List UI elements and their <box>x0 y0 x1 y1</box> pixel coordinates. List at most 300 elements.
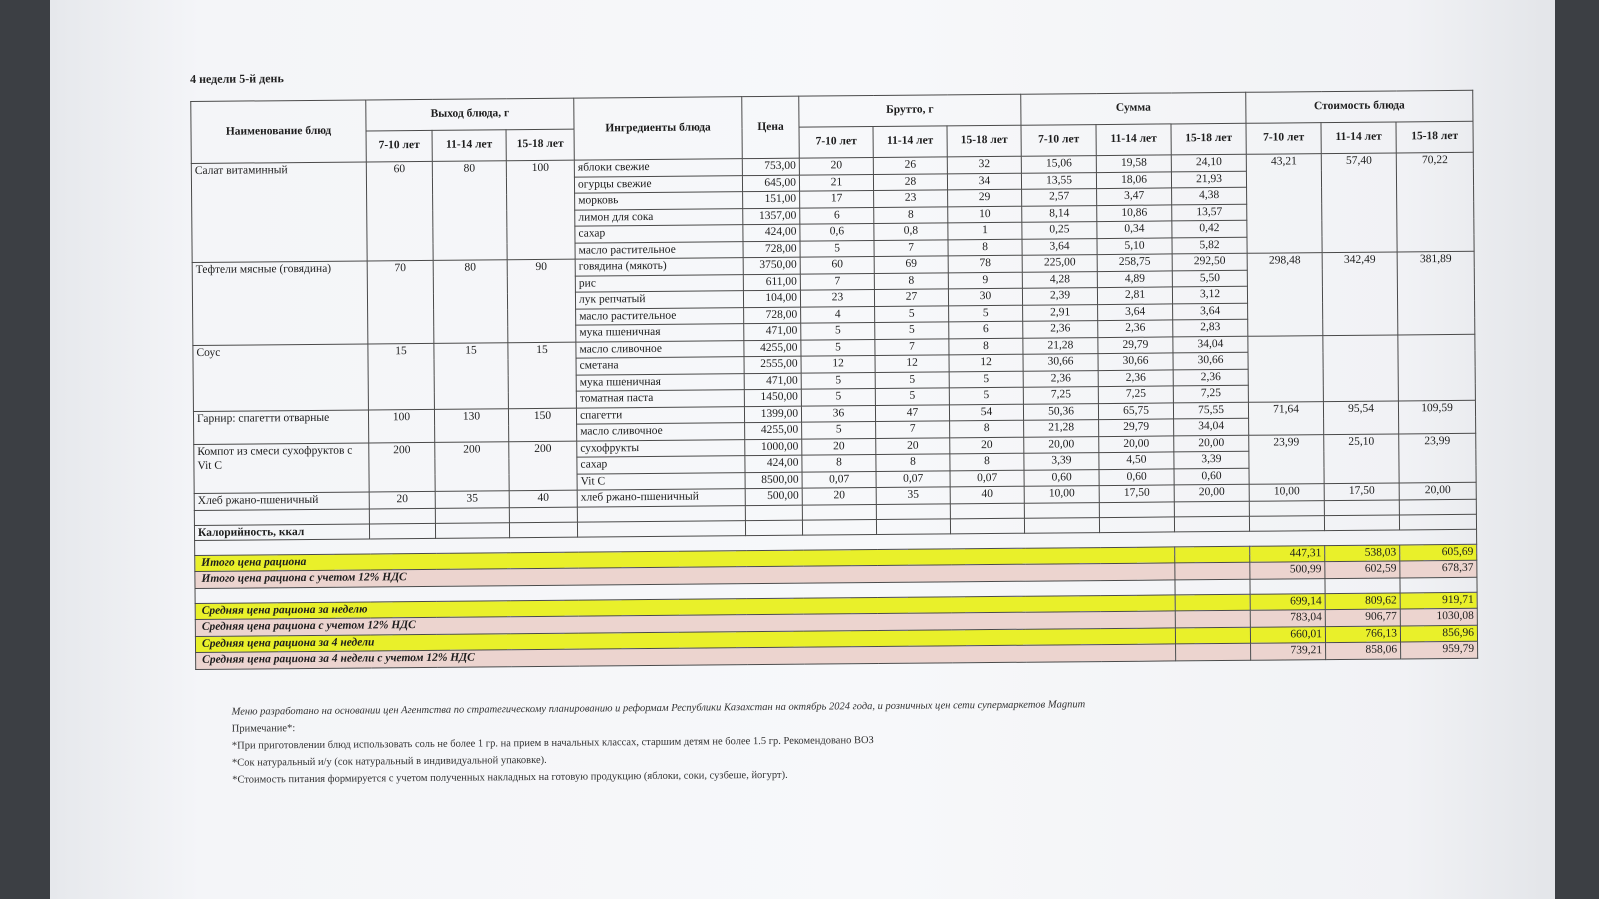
ingredient-sum: 65,75 <box>1098 402 1173 419</box>
ingredient-sum: 50,36 <box>1023 403 1098 420</box>
ingredient-price: 611,00 <box>743 274 800 291</box>
ingredient-price: 1000,00 <box>745 439 802 456</box>
document-sheet <box>50 0 1555 899</box>
ingredient-brutto: 20 <box>876 437 950 454</box>
ingredient-sum: 10,86 <box>1097 204 1172 221</box>
ingredient-brutto: 20 <box>802 438 876 455</box>
ingredient-name: мука пшеничная <box>576 373 744 391</box>
ingredient-sum: 30,66 <box>1098 353 1173 370</box>
header-sum: Сумма <box>1021 92 1246 125</box>
dish-cost: 23,99 <box>1399 433 1476 483</box>
ingredient-name: лук репчатый <box>575 291 743 309</box>
empty-cell <box>509 522 577 538</box>
ingredient-sum: 3,12 <box>1172 286 1247 303</box>
dish-output: 80 <box>432 161 507 261</box>
header-age-brutto: 7-10 лет <box>799 127 873 159</box>
ingredient-brutto: 47 <box>875 404 949 421</box>
ingredient-sum: 5,82 <box>1172 237 1247 254</box>
ingredient-price: 753,00 <box>742 158 799 175</box>
ingredient-sum: 2,36 <box>1173 369 1248 386</box>
empty-cell <box>369 508 435 524</box>
ingredient-name: томатная паста <box>576 390 744 408</box>
ingredient-name: сметана <box>576 357 744 375</box>
ingredient-brutto: 7 <box>876 421 950 438</box>
ingredient-brutto: 20 <box>950 437 1024 454</box>
total-value: 906,77 <box>1325 609 1400 626</box>
header-age-sum: 11-14 лет <box>1096 124 1171 156</box>
header-dish-name: Наименование блюд <box>191 100 367 164</box>
ingredient-sum: 4,50 <box>1099 452 1174 469</box>
header-age-sum: 15-18 лет <box>1171 123 1246 155</box>
dish-cost: 71,64 <box>1248 401 1323 435</box>
header-age-brutto: 11-14 лет <box>873 126 947 158</box>
ingredient-brutto: 8 <box>876 454 950 471</box>
ingredient-name: масло растительное <box>576 307 744 325</box>
total-label: Средняя цена рациона с учетом 12% НДС <box>195 611 1175 636</box>
empty-cell <box>745 520 802 535</box>
total-value: 766,13 <box>1325 625 1400 642</box>
ingredient-price: 424,00 <box>745 455 802 472</box>
ingredient-name: рис <box>575 274 743 292</box>
header-age-cost: 7-10 лет <box>1246 123 1321 155</box>
empty-cell <box>1175 562 1250 579</box>
ingredient-sum: 0,60 <box>1099 468 1174 485</box>
empty-cell <box>876 518 950 534</box>
empty-cell <box>1399 499 1476 515</box>
dish-cost: 70,22 <box>1396 152 1474 252</box>
empty-cell <box>950 503 1024 519</box>
empty-cell <box>1176 643 1251 660</box>
total-value: 660,01 <box>1250 626 1325 643</box>
total-value: 538,03 <box>1325 544 1400 561</box>
table-body <box>191 152 1477 669</box>
dish-cost: 43,21 <box>1246 154 1322 254</box>
ingredient-sum: 3,64 <box>1022 238 1097 255</box>
total-value: 858,06 <box>1326 642 1401 659</box>
ingredient-brutto: 8 <box>950 420 1024 437</box>
ingredient-brutto: 5 <box>801 389 875 406</box>
ingredient-sum: 4,89 <box>1097 270 1172 287</box>
ingredient-sum: 21,28 <box>1024 420 1099 437</box>
total-value: 809,62 <box>1325 592 1400 609</box>
ingredient-brutto: 23 <box>874 190 948 207</box>
dish-name: Компот из смеси сухофруктов с Vit C <box>194 442 369 493</box>
ingredient-sum: 20,00 <box>1174 484 1249 501</box>
ingredient-price: 424,00 <box>743 224 800 241</box>
empty-cell <box>1175 546 1250 563</box>
ingredient-price: 471,00 <box>744 323 801 340</box>
ingredient-name: яблоки свежие <box>574 159 742 177</box>
dish-output: 200 <box>369 442 435 492</box>
dish-output: 15 <box>434 342 509 409</box>
ingredient-price: 3750,00 <box>743 257 800 274</box>
ingredient-sum: 34,04 <box>1173 336 1248 353</box>
ingredient-sum: 2,83 <box>1173 319 1248 336</box>
notes-source: Меню разработано на основании цен Агентства по стратегическому планированию и реформам Республики Казахстан на октябрь 2024 года, и розничных цен сети супермаркетов Magnum <box>231 698 1086 718</box>
ingredient-brutto: 9 <box>948 272 1022 289</box>
note-item: *Стоимость питания формируется с учетом полученных накладных на готовую продукцию (яблоки, соки, сузбеше, йогурт). <box>232 769 788 786</box>
ingredient-brutto: 5 <box>801 323 875 340</box>
ingredient-name: сахар <box>575 225 743 243</box>
empty-cell <box>745 505 802 520</box>
ingredient-sum: 29,79 <box>1099 419 1174 436</box>
empty-cell <box>876 503 950 519</box>
dish-name: Гарнир: спагетти отварные <box>193 409 368 444</box>
header-output: Выход блюда, г <box>366 98 574 131</box>
ingredient-sum: 30,66 <box>1023 354 1098 371</box>
ingredient-price: 500,00 <box>745 488 802 505</box>
header-brutto: Брутто, г <box>799 94 1021 127</box>
ingredient-brutto: 0,07 <box>876 470 950 487</box>
empty-cell <box>509 507 577 523</box>
dish-name: Соус <box>193 343 369 411</box>
ingredient-brutto: 5 <box>800 240 874 257</box>
ingredient-brutto: 5 <box>875 388 949 405</box>
dish-cost: 25,10 <box>1324 433 1399 483</box>
ingredient-sum: 2,57 <box>1022 189 1097 206</box>
ingredient-sum: 5,50 <box>1172 270 1247 287</box>
menu-document <box>190 61 1478 789</box>
dish-cost: 23,99 <box>1249 434 1324 484</box>
ingredient-brutto: 0,07 <box>950 470 1024 487</box>
ingredient-sum: 21,28 <box>1023 337 1098 354</box>
total-value: 699,14 <box>1250 593 1325 610</box>
note-item: *При приготовлении блюд использовать соль не более 1 гр. на прием в начальных классах, старшим детям не более 1.5 гр. Рекомендовано ВОЗ <box>231 734 874 752</box>
total-value: 500,99 <box>1250 562 1325 579</box>
ingredient-brutto: 5 <box>949 305 1023 322</box>
empty-cell <box>1175 579 1250 595</box>
ingredient-name: хлеб ржано-пшеничный <box>577 489 745 507</box>
ingredient-sum: 7,25 <box>1098 386 1173 403</box>
ingredient-sum: 0,42 <box>1172 220 1247 237</box>
ingredient-sum: 5,10 <box>1097 237 1172 254</box>
ingredient-brutto: 10 <box>948 206 1022 223</box>
total-label: Средняя цена рациона за неделю <box>195 594 1175 619</box>
empty-cell <box>1249 515 1324 531</box>
ingredient-brutto: 8 <box>948 239 1022 256</box>
empty-cell <box>802 519 876 535</box>
ingredient-brutto: 20 <box>802 488 876 505</box>
ingredient-sum: 2,36 <box>1098 320 1173 337</box>
page-title: 4 недели 5-й день <box>190 71 284 86</box>
header-price: Цена <box>742 96 800 158</box>
ingredient-sum: 7,25 <box>1023 387 1098 404</box>
header-age-sum: 7-10 лет <box>1021 125 1096 157</box>
dish-output: 130 <box>434 408 508 442</box>
ingredient-price: 645,00 <box>742 175 799 192</box>
ingredient-brutto: 7 <box>875 338 949 355</box>
ingredient-sum: 17,50 <box>1099 485 1174 502</box>
dish-output: 150 <box>508 408 576 442</box>
ingredient-sum: 10,00 <box>1024 486 1099 503</box>
dish-output: 100 <box>506 160 575 260</box>
ingredient-name: сахар <box>577 456 745 474</box>
total-value: 447,31 <box>1250 545 1325 562</box>
ingredient-brutto: 0,07 <box>802 471 876 488</box>
ingredient-brutto: 17 <box>800 191 874 208</box>
dish-cost: 381,89 <box>1397 251 1475 334</box>
dish-cost: 109,59 <box>1398 400 1475 434</box>
empty-cell <box>950 518 1024 534</box>
ingredient-sum: 18,06 <box>1096 171 1171 188</box>
dish-output: 90 <box>507 259 576 342</box>
dish-output: 100 <box>368 409 434 443</box>
ingredient-name: масло сливочное <box>577 423 745 441</box>
ingredient-brutto: 5 <box>875 305 949 322</box>
ingredient-brutto: 0,6 <box>800 224 874 241</box>
dish-cost: 95,54 <box>1323 400 1398 434</box>
dish-output: 35 <box>435 491 509 508</box>
header-age-output: 7-10 лет <box>366 130 432 162</box>
ingredient-price: 151,00 <box>743 191 800 208</box>
dish-output: 70 <box>367 260 434 343</box>
ingredient-brutto: 36 <box>801 405 875 422</box>
dish-output: 60 <box>366 161 433 261</box>
empty-cell <box>1249 500 1324 516</box>
ingredient-brutto: 29 <box>948 189 1022 206</box>
ingredient-sum: 3,39 <box>1174 451 1249 468</box>
ingredient-name: мука пшеничная <box>576 324 744 342</box>
ingredient-brutto: 12 <box>875 355 949 372</box>
ingredient-sum: 0,60 <box>1024 469 1099 486</box>
ingredient-sum: 20,00 <box>1099 435 1174 452</box>
empty-cell <box>435 507 509 523</box>
ingredient-brutto: 6 <box>800 207 874 224</box>
ingredient-sum: 2,36 <box>1098 369 1173 386</box>
dish-cost: 20,00 <box>1399 482 1476 499</box>
empty-cell <box>1099 501 1174 517</box>
ingredient-brutto: 26 <box>873 157 947 174</box>
dish-output: 200 <box>435 441 509 491</box>
total-label: Итого цена рациона <box>195 546 1175 571</box>
ingredient-brutto: 20 <box>799 158 873 175</box>
dish-cost: 17,50 <box>1324 483 1399 500</box>
empty-cell <box>1175 610 1250 627</box>
ingredient-brutto: 8 <box>874 206 948 223</box>
header-age-output: 15-18 лет <box>506 129 574 161</box>
ingredient-price: 2555,00 <box>744 356 801 373</box>
ingredient-brutto: 0,8 <box>874 223 948 240</box>
dish-cost <box>1248 335 1324 402</box>
dish-output: 40 <box>509 490 577 507</box>
ingredient-brutto: 78 <box>948 255 1022 272</box>
ingredient-sum: 2,81 <box>1097 287 1172 304</box>
ingredient-price: 8500,00 <box>745 472 802 489</box>
ingredient-sum: 2,36 <box>1023 321 1098 338</box>
dish-cost: 342,49 <box>1322 252 1398 335</box>
empty-cell <box>1399 514 1476 530</box>
ingredient-name: сухофрукты <box>577 439 745 457</box>
ingredient-brutto: 8 <box>949 338 1023 355</box>
ingredient-sum: 2,91 <box>1023 304 1098 321</box>
note-item: *Сок натуральный и/у (сок натуральный в индивидуальной упаковке). <box>231 754 547 769</box>
ingredient-price: 4255,00 <box>744 340 801 357</box>
ingredient-sum: 3,47 <box>1097 188 1172 205</box>
empty-cell <box>802 504 876 520</box>
ingredient-brutto: 6 <box>949 321 1023 338</box>
ingredient-sum: 30,66 <box>1173 352 1248 369</box>
notes <box>196 692 1479 788</box>
total-value: 783,04 <box>1250 610 1325 627</box>
dish-cost: 57,40 <box>1321 153 1397 253</box>
ingredient-brutto: 28 <box>873 173 947 190</box>
ingredient-brutto: 34 <box>947 173 1021 190</box>
ingredient-sum: 0,34 <box>1097 221 1172 238</box>
ingredient-brutto: 27 <box>874 289 948 306</box>
ingredient-brutto: 8 <box>874 272 948 289</box>
ingredient-sum: 8,14 <box>1022 205 1097 222</box>
dish-cost: 298,48 <box>1247 253 1323 336</box>
total-value <box>1400 577 1477 593</box>
ingredient-name: лимон для сока <box>575 208 743 226</box>
ingredient-price: 104,00 <box>743 290 800 307</box>
ingredient-sum: 20,00 <box>1174 435 1249 452</box>
ingredient-sum: 4,38 <box>1172 187 1247 204</box>
ingredient-sum: 7,25 <box>1173 385 1248 402</box>
ingredient-brutto: 60 <box>800 257 874 274</box>
ingredient-name: масло сливочное <box>576 340 744 358</box>
empty-cell <box>1324 514 1399 530</box>
total-value <box>1325 577 1400 593</box>
ingredient-brutto: 23 <box>800 290 874 307</box>
ingredient-sum: 258,75 <box>1097 254 1172 271</box>
ingredient-brutto: 21 <box>799 174 873 191</box>
header-age-cost: 11-14 лет <box>1321 122 1396 154</box>
ingredient-sum: 3,39 <box>1024 453 1099 470</box>
ingredient-sum: 21,93 <box>1171 171 1246 188</box>
dish-cost: 10,00 <box>1249 484 1324 501</box>
ingredient-sum: 13,57 <box>1172 204 1247 221</box>
dish-output: 15 <box>508 342 577 409</box>
ingredient-brutto: 30 <box>948 288 1022 305</box>
ingredient-sum: 0,25 <box>1022 222 1097 239</box>
dish-output: 15 <box>368 343 435 410</box>
ingredient-brutto: 12 <box>949 354 1023 371</box>
ingredient-brutto: 69 <box>874 256 948 273</box>
empty-cell <box>577 505 745 521</box>
ingredient-name: Vit C <box>577 472 745 490</box>
empty-cell <box>194 508 369 525</box>
total-value <box>1250 578 1325 594</box>
ingredient-sum: 2,39 <box>1022 288 1097 305</box>
header-age-brutto: 15-18 лет <box>947 125 1021 157</box>
ingredient-brutto: 35 <box>876 487 950 504</box>
ingredient-brutto: 5 <box>801 372 875 389</box>
menu-table <box>190 90 1478 670</box>
dish-output: 80 <box>433 260 508 343</box>
ingredient-name: говядина (мякоть) <box>575 258 743 276</box>
ingredient-sum: 13,55 <box>1021 172 1096 189</box>
ingredient-price: 1357,00 <box>743 208 800 225</box>
empty-cell <box>1175 627 1250 644</box>
total-label: Итого цена рациона с учетом 12% НДС <box>195 563 1175 588</box>
ingredient-name: огурцы свежие <box>574 175 742 193</box>
ingredient-brutto: 54 <box>949 404 1023 421</box>
total-value: 959,79 <box>1401 641 1478 658</box>
empty-cell <box>1175 594 1250 611</box>
ingredient-sum: 29,79 <box>1098 336 1173 353</box>
ingredient-brutto: 8 <box>950 453 1024 470</box>
empty-cell <box>435 522 509 538</box>
header-ingredients: Ингредиенты блюда <box>574 97 743 160</box>
dish-cost <box>1398 334 1476 401</box>
ingredient-brutto: 8 <box>802 455 876 472</box>
ingredient-sum: 0,60 <box>1174 468 1249 485</box>
ingredient-sum: 75,55 <box>1173 402 1248 419</box>
dish-name: Салат витаминный <box>191 162 367 263</box>
ingredient-price: 1450,00 <box>744 389 801 406</box>
table-header <box>191 90 1474 163</box>
header-age-cost: 15-18 лет <box>1396 121 1473 153</box>
ingredient-sum: 3,64 <box>1098 303 1173 320</box>
total-value: 678,37 <box>1400 560 1477 577</box>
dish-name: Хлеб ржано-пшеничный <box>194 492 369 510</box>
ingredient-price: 471,00 <box>744 373 801 390</box>
ingredient-brutto: 5 <box>949 387 1023 404</box>
empty-cell <box>369 523 435 539</box>
ingredient-sum: 292,50 <box>1172 253 1247 270</box>
ingredient-brutto: 7 <box>800 273 874 290</box>
empty-cell <box>577 520 745 536</box>
ingredient-sum: 2,36 <box>1023 370 1098 387</box>
notes-heading: Примечание*: <box>231 722 296 735</box>
total-label: Средняя цена рациона за 4 недели с учетом 12% НДС <box>196 644 1176 669</box>
ingredient-brutto: 5 <box>875 371 949 388</box>
ingredient-brutto: 5 <box>801 339 875 356</box>
ingredient-price: 728,00 <box>743 241 800 258</box>
total-value: 605,69 <box>1400 544 1477 561</box>
empty-cell <box>1174 516 1249 532</box>
total-value: 919,71 <box>1400 592 1477 609</box>
ingredient-brutto: 5 <box>875 322 949 339</box>
ingredient-brutto: 7 <box>874 239 948 256</box>
total-label: Средняя цена рациона за 4 недели <box>195 627 1175 652</box>
ingredient-price: 1399,00 <box>744 406 801 423</box>
total-value: 1030,08 <box>1400 608 1477 625</box>
dish-output: 20 <box>369 491 435 508</box>
ingredient-sum: 15,06 <box>1021 156 1096 173</box>
total-value: 739,21 <box>1251 643 1326 660</box>
ingredient-sum: 225,00 <box>1022 255 1097 272</box>
total-value: 856,96 <box>1400 625 1477 642</box>
ingredient-price: 728,00 <box>744 307 801 324</box>
total-value: 602,59 <box>1325 561 1400 578</box>
ingredient-sum: 20,00 <box>1024 436 1099 453</box>
ingredient-sum: 24,10 <box>1171 154 1246 171</box>
ingredient-brutto: 1 <box>948 222 1022 239</box>
ingredient-sum: 4,28 <box>1022 271 1097 288</box>
ingredient-brutto: 5 <box>802 422 876 439</box>
ingredient-name: морковь <box>575 192 743 210</box>
ingredient-price: 4255,00 <box>745 422 802 439</box>
ingredient-name: масло растительное <box>575 241 743 259</box>
empty-cell <box>1024 502 1099 518</box>
ingredient-brutto: 12 <box>801 356 875 373</box>
ingredient-brutto: 5 <box>949 371 1023 388</box>
ingredient-sum: 34,04 <box>1174 418 1249 435</box>
ingredient-sum: 19,58 <box>1096 155 1171 172</box>
ingredient-name: спагетти <box>576 406 744 424</box>
dish-output: 200 <box>509 441 577 491</box>
empty-cell <box>1174 501 1249 517</box>
header-cost: Стоимость блюда <box>1246 90 1473 123</box>
empty-cell <box>1099 516 1174 532</box>
ingredient-sum: 3,64 <box>1173 303 1248 320</box>
dish-name: Тефтели мясные (говядина) <box>192 261 368 345</box>
empty-cell <box>1324 499 1399 515</box>
ingredient-brutto: 40 <box>950 486 1024 503</box>
dish-cost <box>1323 334 1399 401</box>
